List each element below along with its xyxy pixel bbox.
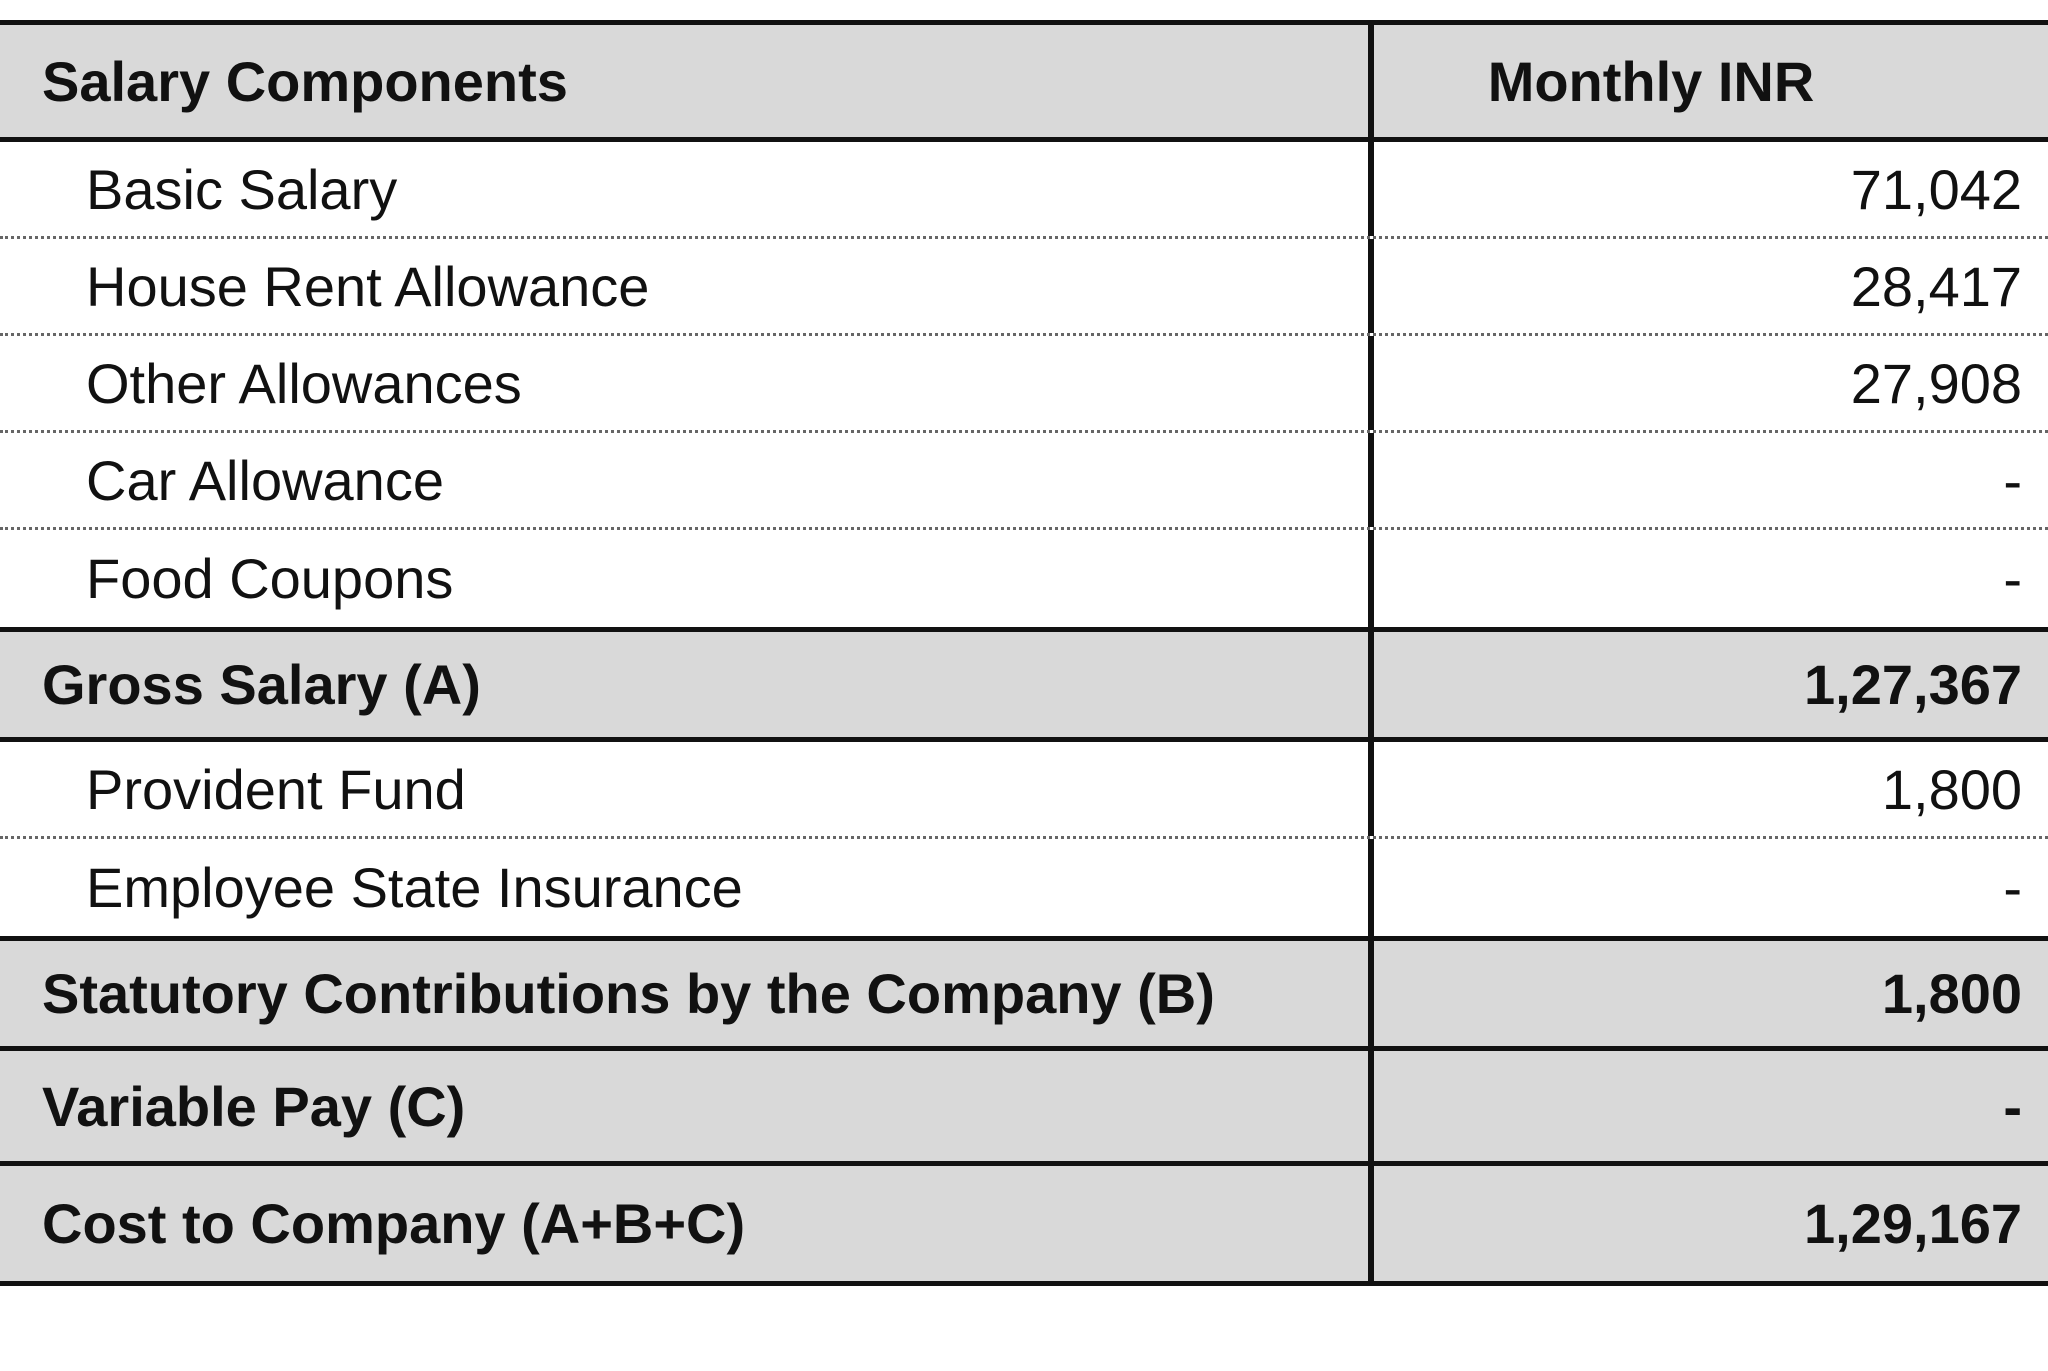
salary-table (0, 20, 2048, 1286)
table-row (0, 239, 2048, 336)
component-label: Car Allowance (0, 433, 1374, 527)
component-label: Other Allowances (0, 336, 1374, 430)
component-value: 28,417 (1850, 254, 2022, 318)
gross-salary-row (0, 627, 2048, 742)
statutory-value: - (2003, 856, 2022, 919)
component-value: - (2003, 448, 2022, 512)
table-row (0, 839, 2048, 936)
header-label: Salary Components (0, 25, 1374, 137)
component-value: 71,042 (1850, 157, 2022, 221)
ctc-row (0, 1166, 2048, 1281)
component-label: Food Coupons (0, 530, 1374, 627)
variable-pay-label: Variable Pay (C) (0, 1051, 1374, 1161)
ctc-value: 1,29,167 (1804, 1192, 2022, 1255)
table-row (0, 742, 2048, 839)
table-row (0, 336, 2048, 433)
statutory-total-value: 1,800 (1881, 962, 2022, 1025)
statutory-total-row (0, 936, 2048, 1051)
table-row (0, 433, 2048, 530)
statutory-label: Employee State Insurance (0, 839, 1374, 936)
component-label: Basic Salary (0, 142, 1374, 236)
table-row (0, 530, 2048, 627)
statutory-value: 1,800 (1881, 757, 2022, 821)
statutory-label: Provident Fund (0, 742, 1374, 836)
gross-salary-value: 1,27,367 (1804, 653, 2022, 716)
table-row (0, 142, 2048, 239)
component-value: - (2003, 547, 2022, 610)
header-value: Monthly INR (1487, 49, 1815, 113)
variable-pay-row (0, 1051, 2048, 1166)
component-value: 27,908 (1850, 351, 2022, 415)
table-header-row (0, 25, 2048, 142)
variable-pay-value: - (2003, 1074, 2022, 1138)
statutory-total-label: Statutory Contributions by the Company (B) (0, 941, 1374, 1046)
ctc-label: Cost to Company (A+B+C) (0, 1166, 1374, 1281)
gross-salary-label: Gross Salary (A) (0, 632, 1374, 737)
component-label: House Rent Allowance (0, 239, 1374, 333)
